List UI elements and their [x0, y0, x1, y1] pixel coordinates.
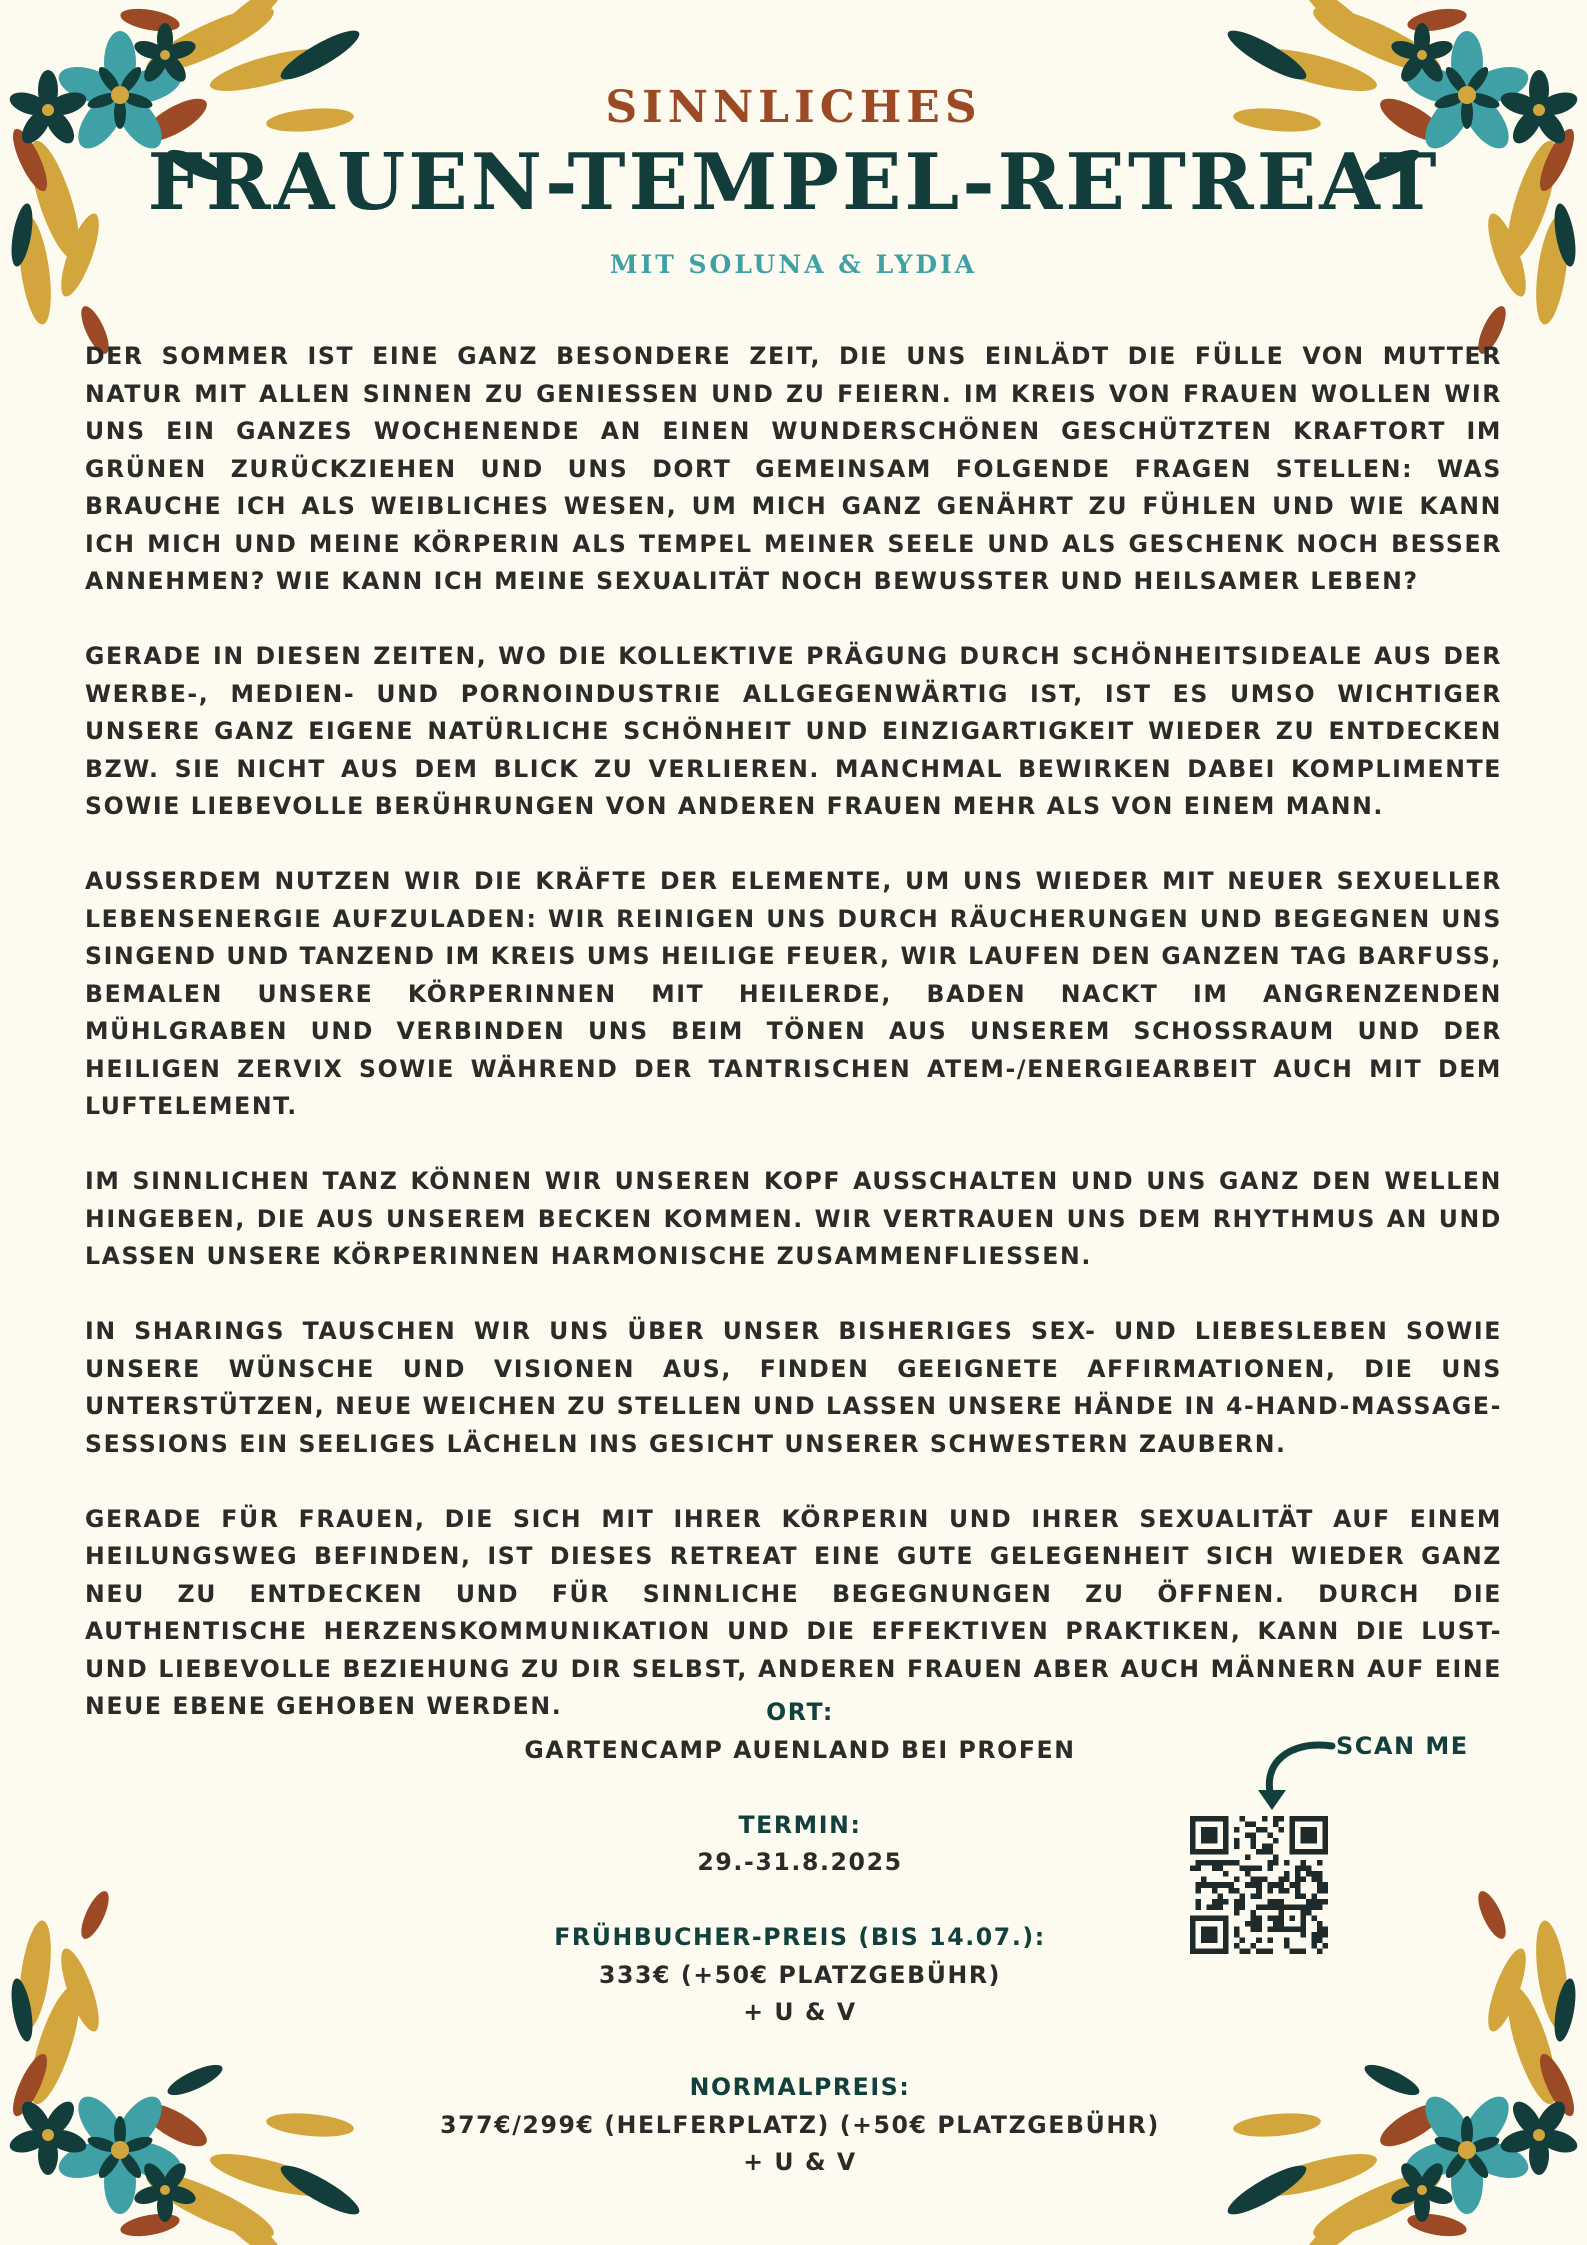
early-bird-label: FRÜHBUCHER-PREIS (BIS 14.07.):	[554, 1923, 1046, 1951]
date-value: 29.-31.8.2025	[697, 1848, 903, 1876]
page-title: FRAUEN-TEMPEL-RETREAT	[147, 137, 1440, 228]
paragraph-sharings: IN SHARINGS TAUSCHEN WIR UNS ÜBER UNSER BISHERIGES SEX- UND LIEBESLEBEN SOWIE UNSERE WÜNSCHE UND VISIONEN AUS, FINDEN GEEIGNETE AFFIRMATIONEN, DIE UNS UNTERSTÜTZEN, NEUE WEICHEN ZU STELLEN UND LASSEN UNSERE HÄNDE IN 4-HAND-MASSAGE-SESSIONS EIN SEELIGES LÄCHELN INS GESICHT UNSERER SCHWESTERN ZAUBERN.	[85, 1317, 1502, 1458]
location-label: ORT:	[766, 1698, 834, 1726]
location-block	[400, 1694, 1200, 1769]
paragraph-elements: AUSSERDEM NUTZEN WIR DIE KRÄFTE DER ELEMENTE, UM UNS WIEDER MIT NEUER SEXUELLER LEBENSENERGIE AUFZULADEN: WIR REINIGEN UNS DURCH RÄUCHERUNGEN UND BEGEGNEN UNS SINGEND UND TANZEND IM KREIS UMS HEILIGE FEUER, WIR LAUFEN DEN GANZEN TAG BARFUSS, BEMALEN UNSERE KÖRPERINNEN MIT HEILERDE, BADEN NACKT IM ANGRENZENDEN MÜHLGRABEN UND VERBINDEN UNS BEIM TÖNEN AUS UNSEREM SCHOSSRAUM UND DER HEILIGEN ZERVIX SOWIE WÄHREND DER TANTRISCHEN ATEM-/ENERGIEARBEIT AUCH MIT DEM LUFTELEMENT.	[85, 867, 1502, 1120]
normal-price-block	[400, 2069, 1200, 2182]
paragraph-summer: DER SOMMER IST EINE GANZ BESONDERE ZEIT, DIE UNS EINLÄDT DIE FÜLLE VON MUTTER NATUR MIT ALLEN SINNEN ZU GENIESSEN UND ZU FEIERN. IM KREIS VON FRAUEN WOLLEN WIR UNS EIN GANZES WOCHENENDE AN EINEN WUNDERSCHÖNEN GESCHÜTZTEN KRAFTORT IM GRÜNEN ZURÜCKZIEHEN UND UNS DORT GEMEINSAM FOLGENDE FRAGEN STELLEN: WAS BRAUCHE ICH ALS WEIBLICHES WESEN, UM MICH GANZ GENÄHRT ZU FÜHLEN UND WIE KANN ICH MICH UND MEINE KÖRPERIN ALS TEMPEL MEINER SEELE UND ALS GESCHENK NOCH BESSER ANNEHMEN? WIE KANN ICH MEINE SEXUALITÄT NOCH BEWUSSTER UND HEILSAMER LEBEN?	[85, 342, 1502, 595]
paragraph-beauty: GERADE IN DIESEN ZEITEN, WO DIE KOLLEKTIVE PRÄGUNG DURCH SCHÖNHEITSIDEALE AUS DER WERBE-, MEDIEN- UND PORNOINDUSTRIE ALLGEGENWÄRTIG IST, IST ES UMSO WICHTIGER UNSERE GANZ EIGENE NATÜRLICHE SCHÖNHEIT UND EINZIGARTIGKEIT WIEDER ZU ENTDECKEN BZW. SIE NICHT AUS DEM BLICK ZU VERLIEREN. MANCHMAL BEWIRKEN DABEI KOMPLIMENTE SOWIE LIEBEVOLLE BERÜHRUNGEN VON ANDEREN FRAUEN MEHR ALS VON EINEM MANN.	[85, 642, 1502, 820]
page-subtitle: MIT SOLUNA & LYDIA	[609, 250, 978, 279]
scan-me-label: SCAN ME	[1336, 1732, 1469, 1760]
paragraph-dance: IM SINNLICHEN TANZ KÖNNEN WIR UNSEREN KOPF AUSSCHALTEN UND UNS GANZ DEN WELLEN HINGEBEN, DIE AUS UNSEREM BECKEN KOMMEN. WIR VERTRAUEN UNS DEM RHYTHMUS AN UND LASSEN UNSERE KÖRPERINNEN HARMONISCHE ZUSAMMENFLIESSEN.	[85, 1167, 1502, 1270]
date-label: TERMIN:	[738, 1810, 862, 1839]
body-text	[85, 338, 1502, 1763]
early-bird-price: 333€ (+50€ PLATZGEBÜHR)	[599, 1960, 1001, 1989]
date-block	[400, 1807, 1200, 1882]
normal-price-extra: + U & V	[743, 2148, 857, 2176]
early-bird-extra: + U & V	[743, 1998, 857, 2026]
qr-code-icon[interactable]	[1190, 1816, 1328, 1954]
floral-corner-bottom-left	[0, 1885, 420, 2245]
page-header	[0, 82, 1587, 279]
event-info	[400, 1694, 1200, 2219]
normal-price-value: 377€/299€ (HELFERPLATZ) (+50€ PLATZGEBÜHR)	[440, 2110, 1160, 2139]
early-bird-block	[400, 1919, 1200, 2032]
normal-price-label: NORMALPREIS:	[689, 2073, 911, 2101]
curved-arrow-icon	[1250, 1738, 1340, 1818]
location-value: GARTENCAMP AUENLAND BEI PROFEN	[524, 1735, 1076, 1764]
paragraph-healing: GERADE FÜR FRAUEN, DIE SICH MIT IHRER KÖRPERIN UND IHRER SEXUALITÄT AUF EINEM HEILUNGSWEG BEFINDEN, IST DIESES RETREAT EINE GUTE GELEGENHEIT SICH WIEDER GANZ NEU ZU ENTDECKEN UND FÜR SINNLICHE BEGEGNUNGEN ZU ÖFFNEN. DURCH DIE AUTHENTISCHE HERZENSKOMMUNIKATION UND DIE EFFEKTIVEN PRAKTIKEN, KANN DIE LUST- UND LIEBEVOLLE BEZIEHUNG ZU DIR SELBST, ANDEREN FRAUEN ABER AUCH MÄNNERN AUF EINE NEUE EBENE GEHOBEN WERDEN.	[85, 1504, 1502, 1720]
title-kicker: SINNLICHES	[605, 82, 982, 133]
